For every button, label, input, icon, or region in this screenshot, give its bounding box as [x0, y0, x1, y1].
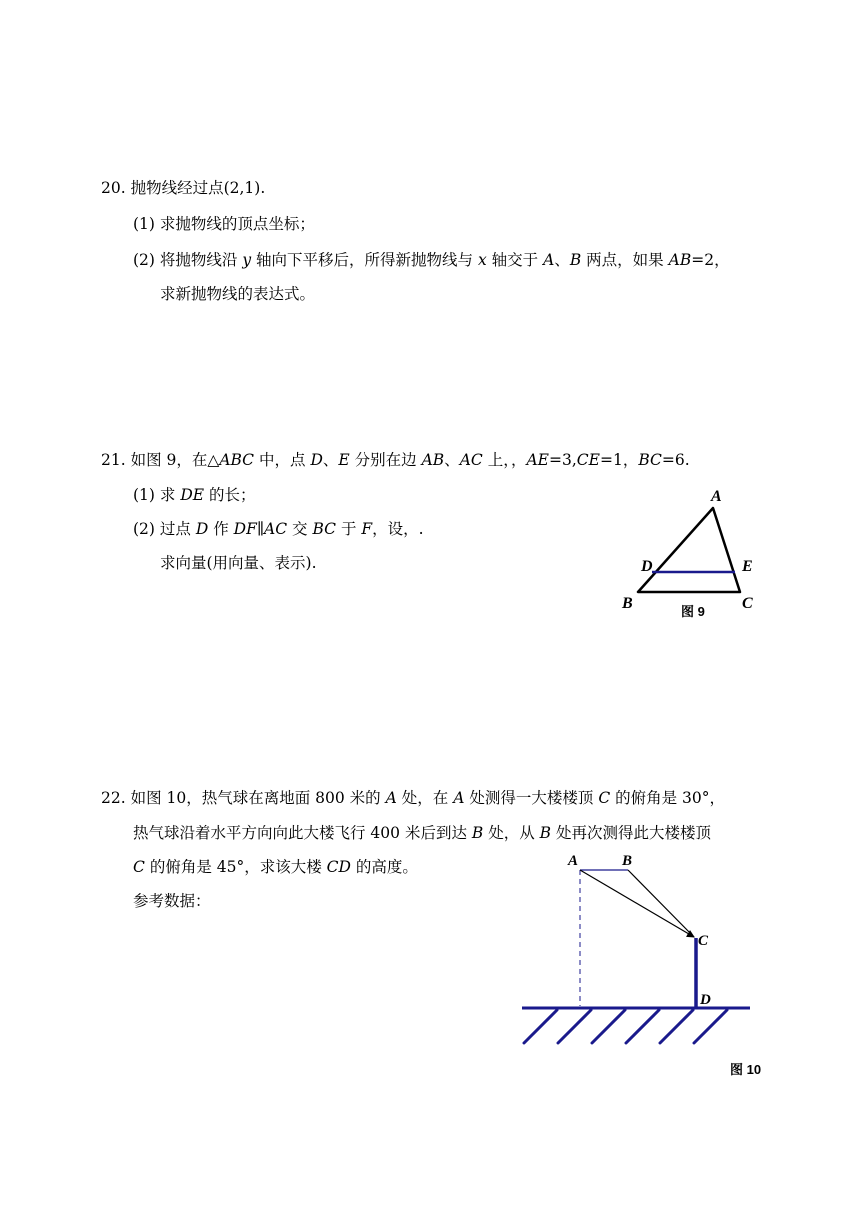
q22-text: 的高度。 — [355, 858, 418, 876]
q22-var: A — [385, 789, 397, 807]
q20-p2-cont-text: 求新抛物线的表达式。 — [160, 285, 316, 303]
q21-text: =6. — [661, 451, 690, 469]
ground-hatching — [524, 1010, 727, 1043]
q22-text: 处，在 — [401, 789, 449, 807]
fig10-label-d: D — [700, 992, 711, 1008]
q21-text: 分别在边 — [354, 451, 417, 469]
q21-text: =3, — [549, 451, 577, 469]
fig9-label-a: A — [711, 488, 722, 505]
q20-p2-var: AB — [668, 251, 692, 269]
q22-text: 热气球沿着水平方向向此大楼飞行 400 米后到达 — [133, 824, 467, 842]
q21-p2-var: AC — [264, 520, 288, 538]
q21-var: CE — [576, 451, 600, 469]
q22-var: A — [453, 789, 465, 807]
q20-number: 20. — [101, 179, 126, 197]
q21-p2-text: (2) 过点 — [133, 520, 191, 538]
q21-text: 、 — [322, 451, 339, 469]
q21-p2-text: ∥ — [256, 520, 265, 538]
sightline-a-to-c — [580, 870, 694, 937]
q21-text: 、 — [444, 451, 460, 469]
q21-var: AB — [421, 451, 445, 469]
q21-p2-var: DF — [233, 520, 257, 538]
q22-text: 的俯角是 45°，求该大楼 — [149, 858, 322, 876]
q20-p2-var: y — [242, 251, 252, 269]
q22-text: 处再次测得此大楼楼顶 — [556, 824, 712, 842]
q21-p1-text: 的长； — [209, 486, 256, 504]
fig10-label-b: B — [622, 853, 633, 869]
q21-var: AC — [459, 451, 483, 469]
fig9-label-e: E — [742, 558, 753, 575]
q21-p2-text: 于 — [340, 520, 357, 538]
q21-text: =1， — [599, 451, 639, 469]
q21-p2-text: 作 — [213, 520, 229, 538]
q21-var: ABC — [219, 451, 255, 469]
q21-p2-var: D — [195, 520, 209, 538]
fig9-label-c: C — [742, 595, 753, 612]
fig10-label-c: C — [698, 933, 709, 949]
fig10-label-a: A — [568, 853, 579, 869]
q20-p2-text: 轴向下平移后，所得新抛物线与 — [256, 251, 474, 269]
q22-var: B — [539, 824, 552, 842]
q20-p2-var: B — [569, 251, 582, 269]
q21-number: 21. — [101, 451, 126, 469]
q20-p2-text: 两点，如果 — [586, 251, 664, 269]
q21-var: AE — [526, 451, 549, 469]
q21-p2-var: F — [361, 520, 373, 538]
q21-text: 如图 9，在△ — [130, 451, 220, 469]
q22-number: 22. — [101, 789, 126, 807]
q22-text: 如图 10，热气球在离地面 800 米的 — [130, 789, 381, 807]
q21-p2-text: 交 — [292, 520, 308, 538]
q21-p2-text: ，设，. — [372, 520, 424, 538]
fig10-caption: 图 10 — [730, 1062, 762, 1077]
q20-p2-var: x — [477, 251, 487, 269]
q22-var: C — [133, 858, 145, 876]
fig9-label-b: B — [622, 595, 633, 612]
fig9-label-d: D — [641, 558, 653, 575]
q22-text: 的俯角是 30°， — [615, 789, 726, 807]
q21-p1-var: DE — [180, 486, 205, 504]
q22-text: 处，从 — [488, 824, 535, 842]
q21-var: E — [338, 451, 350, 469]
q20-stem: 抛物线经过点(2,1). — [130, 179, 266, 197]
q20-p2-text: 轴交于 — [491, 251, 539, 269]
q21-var: D — [310, 451, 323, 469]
fig9-caption: 图 9 — [681, 604, 705, 619]
q20-p2-text: =2， — [691, 251, 730, 269]
q20-p2-text: 、 — [554, 251, 570, 269]
q20-p2-text: (2) 将抛物线沿 — [133, 251, 238, 269]
q21-p2-cont-text: 求向量(用向量、表示). — [160, 554, 317, 572]
q21-p1-text: (1) 求 — [133, 486, 176, 504]
q22-var: B — [471, 824, 484, 842]
q21-p2-var: BC — [312, 520, 337, 538]
q21-text: 中，点 — [258, 451, 306, 469]
q22-text: 处测得一大楼楼顶 — [469, 789, 594, 807]
q21-var: BC — [638, 451, 662, 469]
q22-var: CD — [326, 858, 351, 876]
q22-reference-text: 参考数据： — [133, 892, 211, 910]
q20-p2-var: A — [543, 251, 555, 269]
q21-text: 上，， — [487, 451, 527, 469]
q20-part1-text: (1) 求抛物线的顶点坐标； — [133, 215, 315, 233]
q22-var: C — [598, 789, 611, 807]
